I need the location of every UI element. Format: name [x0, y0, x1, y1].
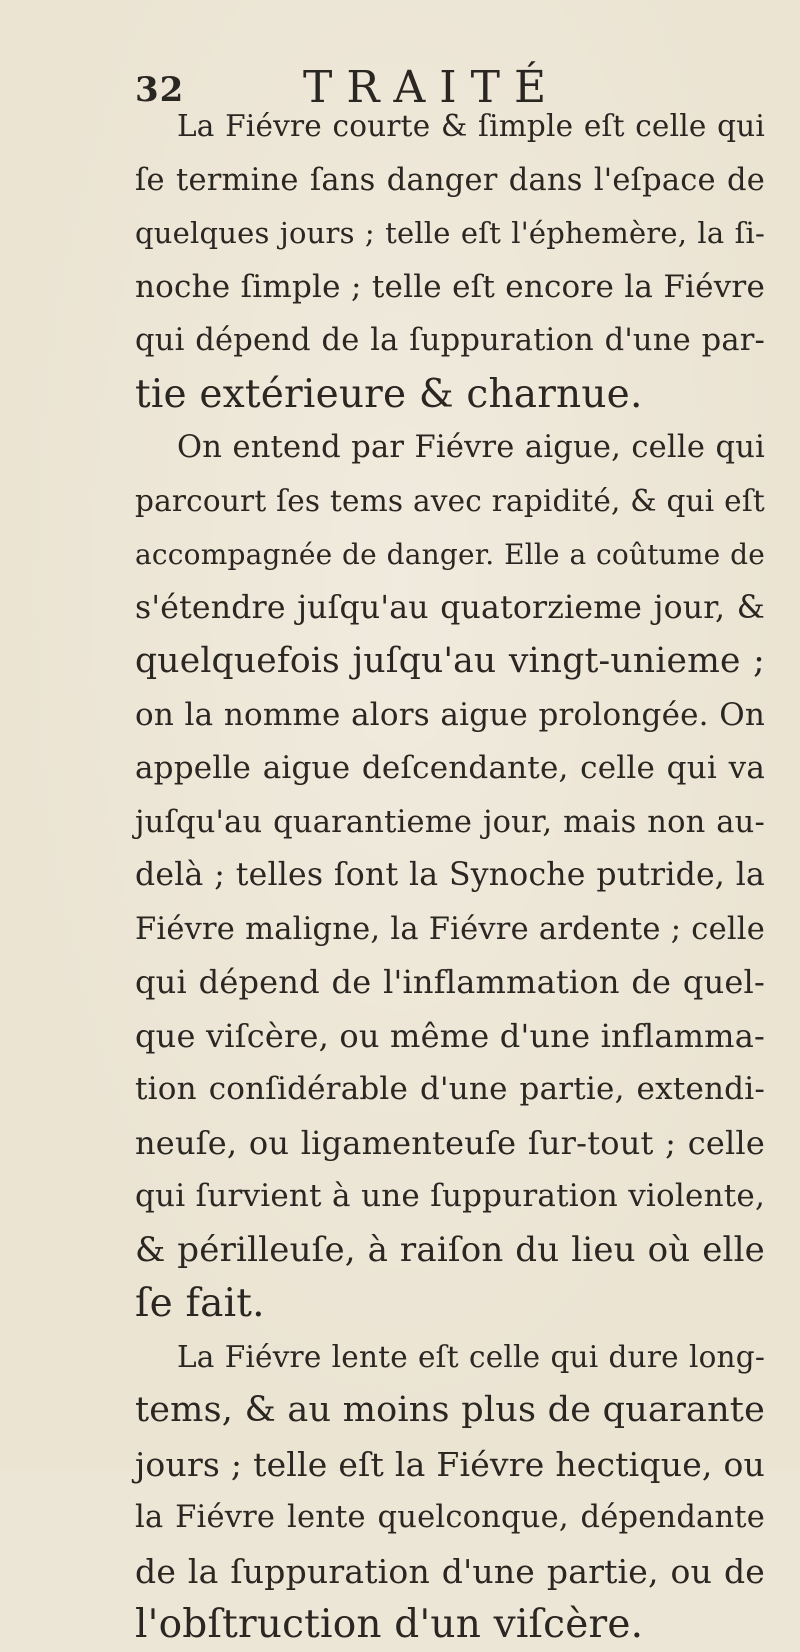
- paragraph-2-line-5: quelquefois juſqu'au vingt-unieme ;: [135, 641, 765, 681]
- paragraph-3-line-5: de la ſuppuration d'une partie, ou de: [135, 1551, 765, 1591]
- paragraph-3-line-2: tems, & au moins plus de quarante: [135, 1390, 765, 1430]
- paragraph-1-line-5: qui dépend de la ſuppuration d'une par-: [135, 323, 765, 358]
- paragraph-2-line-2: parcourt ſes tems avec rapidité, & qui eſt: [135, 483, 765, 518]
- paragraph-2-line-8: juſqu'au quarantieme jour, mais non au-: [135, 804, 765, 840]
- paragraph-2-line-1: On entend par Fiévre aigue, celle qui: [177, 430, 765, 465]
- paragraph-2-line-14: neuſe, ou ligamenteuſe ſur-tout ; celle: [135, 1123, 765, 1162]
- paragraph-2-line-13: tion conſidérable d'une partie, extendi-: [135, 1071, 765, 1107]
- paragraph-1-line-6: tie extérieure & charnue.: [135, 371, 643, 417]
- paragraph-2-line-10: Fiévre maligne, la Fiévre ardente ; celle: [135, 911, 765, 947]
- paragraph-2-line-7: appelle aigue deſcendante, celle qui va: [135, 750, 765, 786]
- paragraph-3-line-6: l'obſtruction d'un viſcère.: [135, 1602, 644, 1647]
- paragraph-3-line-1: La Fiévre lente eſt celle qui dure long-: [177, 1339, 765, 1374]
- paragraph-3-line-3: jours ; telle eſt la Fiévre hectique, ou: [135, 1444, 765, 1484]
- paragraph-2-line-15: qui ſurvient à une ſuppuration violente,: [135, 1178, 765, 1214]
- paragraph-1-line-1: La Fiévre courte & ſimple eſt celle qui: [177, 109, 765, 143]
- paragraph-2-line-11: qui dépend de l'inflammation de quel-: [135, 963, 765, 1001]
- paragraph-2-line-16: & périlleuſe, à raiſon du lieu où elle: [135, 1229, 765, 1270]
- paragraph-1-line-3: quelques jours ; telle eſt l'éphemère, la ſi-: [135, 216, 765, 250]
- paragraph-2-line-12: que viſcère, ou même d'une inflamma-: [135, 1016, 765, 1055]
- paragraph-2-line-3: accompagnée de danger. Elle a coûtume de: [135, 538, 765, 571]
- paragraph-3-line-4: la Fiévre lente quelconque, dépendante: [135, 1500, 765, 1535]
- paragraph-1-line-2: ſe termine ſans danger dans l'eſpace de: [135, 162, 765, 198]
- paragraph-2-line-4: s'étendre juſqu'au quatorzieme jour, &: [135, 589, 765, 626]
- body-text: [135, 100, 765, 1652]
- paragraph-2-line-17: ſe fait.: [135, 1281, 265, 1326]
- paragraph-2-line-6: on la nomme alors aigue prolongée. On: [135, 696, 765, 733]
- paragraph-2-line-9: delà ; telles ſont la Synoche putride, la: [135, 857, 765, 893]
- page-number: 32: [135, 70, 185, 110]
- paragraph-1-line-4: noche ſimple ; telle eſt encore la Fiévre: [135, 268, 765, 305]
- running-title: TRAITÉ: [303, 62, 561, 113]
